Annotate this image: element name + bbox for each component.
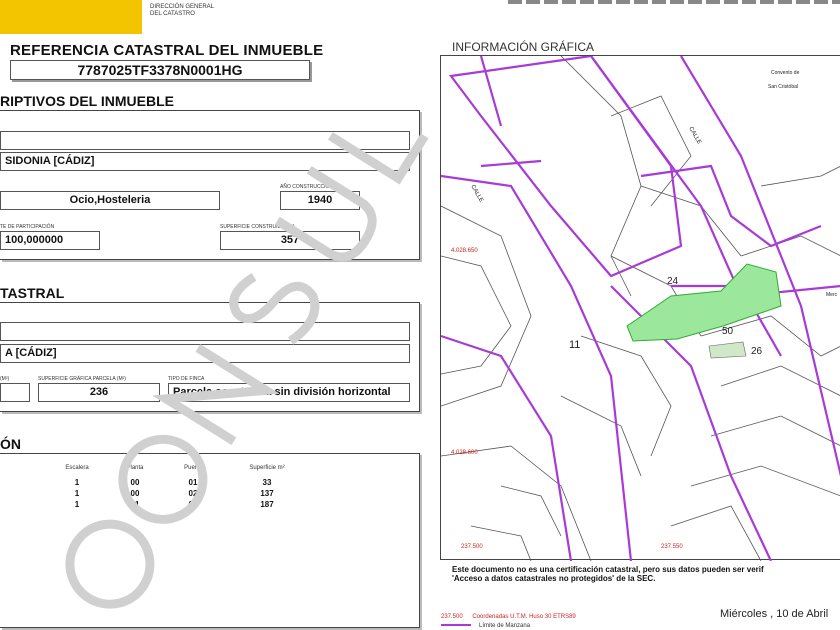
parcel-type-label: TIPO DE FINCA — [168, 376, 205, 382]
table-row — [48, 477, 312, 488]
org-name: DIRECCIÓN GENERAL DEL CATASTRO — [150, 4, 215, 17]
map-coord-east-left: 237.500 — [461, 544, 483, 550]
year-label: AÑO CONSTRUCCIÓN — [280, 184, 334, 190]
table-cell: 00 — [130, 489, 140, 498]
graphic-area-label: SUPERFICIE GRÁFICA PARCELA (M²) — [38, 376, 126, 382]
parcel-location-field: A [CÁDIZ] — [0, 344, 410, 363]
document-date: Miércoles , 10 de Abril — [720, 608, 829, 620]
table-cell: 01 — [188, 478, 198, 487]
share-label: TE DE PARTICIPACIÓN — [0, 224, 55, 230]
area-label: (M²) — [0, 376, 10, 382]
area-field — [0, 383, 30, 402]
use-field: Ocio,Hosteleria — [0, 191, 220, 210]
table-cell: 1 — [74, 478, 80, 487]
map-parcel-26: 26 — [751, 346, 763, 357]
table-header-0: Escalera — [65, 465, 89, 471]
parcel-heading: TASTRAL — [0, 285, 65, 301]
graphic-area-field: 236 — [38, 383, 160, 402]
map-label-merc: Merc — [826, 292, 838, 298]
legend-block-line — [441, 624, 471, 626]
cadastral-map — [440, 55, 840, 560]
map-street-right: CALLE — [687, 126, 702, 146]
legend-coordinates: 237.500 Coordenadas U.T.M. Huso 30 ETRS89 — [441, 614, 576, 620]
construction-heading: ÓN — [0, 436, 21, 452]
map-parcel-24: 24 — [667, 276, 679, 287]
map-parcel-50: 50 — [722, 326, 734, 337]
map-parcel-11: 11 — [569, 339, 581, 351]
built-area-field: 357 — [220, 231, 360, 250]
table-cell: 01 — [188, 500, 198, 509]
map-label-saint: San Cristóbal — [768, 84, 799, 90]
top-band — [508, 0, 840, 4]
table-cell: 01 — [130, 500, 140, 509]
legend-block-limit: Límite de Manzana — [441, 623, 530, 629]
table-cell: 137 — [260, 489, 274, 498]
catastro-logo — [0, 0, 142, 34]
table-cell: 1 — [74, 500, 80, 509]
table-row — [48, 499, 312, 510]
map-street-left: CALLE — [469, 184, 484, 204]
notice-text: Este documento no es una certificación catastral, pero sus datos pueden ser verif 'Acceso a datos catastrales no protegidos' de la SEC. — [452, 565, 764, 583]
table-header-2: Puerta — [184, 465, 202, 471]
table-row — [48, 488, 312, 499]
table-header-3: Superficie m² — [249, 465, 285, 471]
parcel-address-field — [0, 322, 410, 341]
construction-table — [48, 465, 312, 510]
table-header-1: Planta — [126, 465, 144, 471]
map-label-convent: Convento de — [771, 70, 800, 76]
year-field: 1940 — [280, 191, 360, 210]
descriptive-heading: RIPTIVOS DEL INMUEBLE — [0, 93, 174, 109]
table-cell: 1 — [74, 489, 80, 498]
table-cell: 187 — [260, 500, 274, 509]
map-title: INFORMACIÓN GRÁFICA — [452, 40, 595, 54]
share-field: 100,000000 — [0, 231, 100, 250]
map-coord-north-bottom: 4.028.600 — [451, 450, 478, 456]
legend-coord-value: 237.500 — [441, 614, 463, 620]
parcel-type-field: Parcela construida sin división horizontal — [168, 383, 410, 402]
map-drawing — [441, 56, 840, 561]
built-area-label: SUPERFICIE CONSTRUIDA (M²) — [220, 224, 295, 230]
map-coord-east-right: 237.550 — [661, 544, 683, 550]
reference-value: 7787025TF3378N0001HG — [10, 60, 310, 80]
reference-title: REFERENCIA CATASTRAL DEL INMUEBLE — [10, 42, 324, 59]
map-coord-north-top: 4.028.650 — [451, 248, 478, 254]
table-cell: 02 — [188, 489, 198, 498]
address-field — [0, 131, 410, 150]
table-cell: 33 — [262, 478, 272, 487]
location-field: SIDONIA [CÁDIZ] — [0, 152, 410, 171]
table-cell: 00 — [130, 478, 140, 487]
